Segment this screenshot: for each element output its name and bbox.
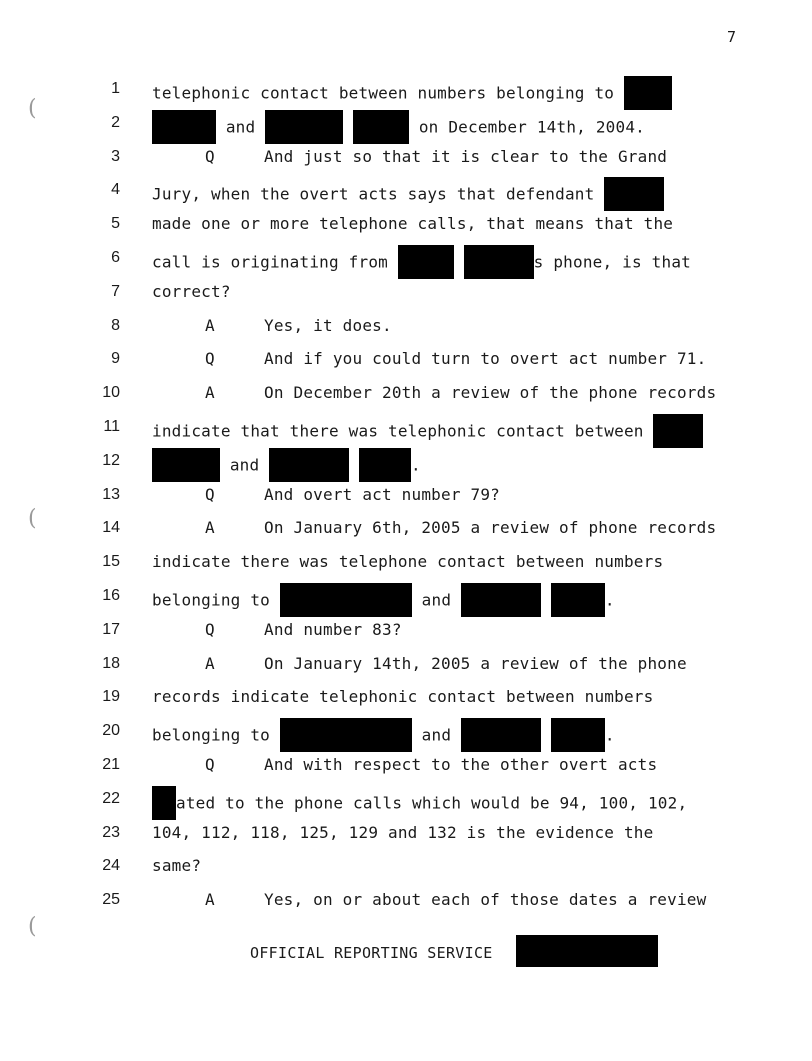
redaction-block xyxy=(269,448,349,482)
text-segment: ated to the phone calls which would be 94, 100, 102, xyxy=(176,793,688,813)
line-number: 21 xyxy=(102,756,120,773)
line-text xyxy=(152,212,673,236)
redaction-block xyxy=(624,76,672,110)
text-segment: . xyxy=(604,725,615,745)
redaction-block xyxy=(604,177,664,211)
line-text xyxy=(205,652,687,676)
transcript-line xyxy=(0,178,812,202)
text-segment: A On January 6th, 2005 a review of phone records xyxy=(205,518,717,538)
text-segment xyxy=(541,726,551,745)
line-number: 2 xyxy=(111,113,120,131)
redaction-block xyxy=(152,110,216,144)
redaction-block xyxy=(265,110,343,144)
line-number: 4 xyxy=(111,181,120,199)
line-text xyxy=(152,550,663,574)
line-text xyxy=(152,719,615,753)
line-number: 8 xyxy=(111,316,120,334)
text-segment xyxy=(454,253,464,272)
line-text xyxy=(152,787,687,821)
text-segment: Q And number 83? xyxy=(205,619,402,639)
text-segment: 104, 112, 118, 125, 129 and 132 is the evidence the xyxy=(152,822,654,842)
text-segment xyxy=(349,455,359,474)
line-number: 7 xyxy=(111,282,120,300)
line-text xyxy=(152,449,421,483)
line-text xyxy=(205,347,706,371)
line-number: 1 xyxy=(111,80,120,97)
line-text xyxy=(205,145,667,169)
transcript-line xyxy=(0,516,812,540)
text-segment: indicate there was telephone contact between numbers xyxy=(152,552,664,572)
footer-redaction xyxy=(516,935,658,967)
transcript-line xyxy=(0,685,812,709)
line-text xyxy=(205,618,402,642)
line-number: 22 xyxy=(102,789,120,807)
transcript-line xyxy=(0,483,812,507)
redaction-block xyxy=(280,583,412,617)
transcript-line xyxy=(0,212,812,236)
redaction-block xyxy=(359,448,411,482)
line-text xyxy=(152,584,615,618)
text-segment: made one or more telephone calls, that means that the xyxy=(152,214,674,234)
text-segment: belonging to xyxy=(152,725,280,745)
redaction-block xyxy=(353,110,409,144)
text-segment xyxy=(541,591,551,610)
line-text xyxy=(152,821,653,845)
redaction-block xyxy=(398,245,454,279)
transcript-line xyxy=(0,719,812,743)
transcript-line xyxy=(0,347,812,371)
line-text xyxy=(152,280,231,304)
line-number: 25 xyxy=(102,891,120,909)
text-segment xyxy=(343,117,353,136)
redaction-block xyxy=(461,718,541,752)
line-number: 23 xyxy=(102,823,120,841)
text-segment: indicate that there was telephonic contact between xyxy=(152,421,654,441)
text-segment: Q And overt act number 79? xyxy=(205,484,500,504)
line-number: 14 xyxy=(102,519,120,537)
line-text xyxy=(152,178,664,212)
text-segment: and xyxy=(216,117,266,137)
transcript-line xyxy=(0,888,812,912)
text-segment: records indicate telephonic contact between numbers xyxy=(152,687,654,707)
text-segment: belonging to xyxy=(152,590,280,610)
line-number: 5 xyxy=(111,215,120,233)
transcript-line xyxy=(0,753,812,777)
transcript-line xyxy=(0,415,812,439)
margin-mark: ( xyxy=(28,96,37,121)
line-text xyxy=(205,381,716,405)
text-segment: Q And with respect to the other overt acts xyxy=(205,755,658,774)
transcript-line xyxy=(0,584,812,608)
transcript-line xyxy=(0,618,812,642)
transcript-line xyxy=(0,77,812,101)
transcript-line xyxy=(0,111,812,135)
transcript-line xyxy=(0,854,812,878)
redaction-block xyxy=(152,448,220,482)
text-segment: call is originating from xyxy=(152,252,398,272)
redaction-block xyxy=(551,583,605,617)
transcript-line xyxy=(0,145,812,169)
line-number: 19 xyxy=(102,688,120,706)
line-number: 16 xyxy=(102,587,120,604)
line-text xyxy=(152,77,672,111)
line-number: 11 xyxy=(103,418,120,435)
text-segment: Q And if you could turn to overt act number 71. xyxy=(205,349,707,369)
transcript-line xyxy=(0,280,812,304)
line-text xyxy=(152,415,703,449)
line-number: 20 xyxy=(102,722,120,740)
text-segment: and xyxy=(411,725,461,745)
transcript-line xyxy=(0,314,812,338)
line-text xyxy=(205,483,500,507)
line-text xyxy=(152,685,653,709)
text-segment: A On December 20th a review of the phone records xyxy=(205,383,717,403)
redaction-block xyxy=(551,718,605,752)
text-segment: . xyxy=(604,590,615,610)
line-text xyxy=(152,111,645,145)
redaction-block xyxy=(152,786,176,820)
text-segment: telephonic contact between numbers belonging to xyxy=(152,83,624,103)
margin-mark: ( xyxy=(28,914,37,939)
line-number: 9 xyxy=(111,350,120,368)
line-number: 10 xyxy=(102,384,120,402)
line-text xyxy=(205,888,706,912)
line-number: 3 xyxy=(111,147,120,165)
text-segment: same? xyxy=(152,856,202,876)
line-number: 17 xyxy=(102,620,120,638)
line-number: 13 xyxy=(102,485,120,503)
text-segment: s phone, is that xyxy=(533,252,691,272)
line-text xyxy=(152,246,691,280)
text-segment: A Yes, it does. xyxy=(205,315,392,335)
text-segment: . xyxy=(411,455,421,475)
redaction-block xyxy=(280,718,412,752)
page-number: 7 xyxy=(726,28,736,46)
text-segment: and xyxy=(220,455,270,475)
transcript-line xyxy=(0,381,812,405)
transcript-line xyxy=(0,821,812,845)
line-text xyxy=(205,516,716,540)
transcript-line xyxy=(0,246,812,270)
transcript-line xyxy=(0,652,812,676)
line-text xyxy=(152,854,201,878)
transcript-line xyxy=(0,449,812,473)
text-segment: Jury, when the overt acts says that defendant xyxy=(152,184,605,204)
line-number: 15 xyxy=(102,553,120,571)
text-segment: Q And just so that it is clear to the Grand xyxy=(205,146,668,166)
line-number: 18 xyxy=(102,654,120,672)
text-segment: correct? xyxy=(152,281,231,301)
text-segment: and xyxy=(411,590,461,610)
line-number: 6 xyxy=(111,249,120,266)
line-number: 24 xyxy=(102,857,120,875)
redaction-block xyxy=(461,583,541,617)
text-segment: on December 14th, 2004. xyxy=(409,117,646,137)
line-text xyxy=(205,753,657,777)
text-segment: A On January 14th, 2005 a review of the phone xyxy=(205,653,687,673)
footer-text: OFFICIAL REPORTING SERVICE xyxy=(250,944,493,962)
transcript-line xyxy=(0,550,812,574)
line-number: 12 xyxy=(102,451,120,469)
text-segment: A Yes, on or about each of those dates a review xyxy=(205,890,707,910)
line-text xyxy=(205,314,392,338)
margin-mark: ( xyxy=(28,506,37,531)
redaction-block xyxy=(653,414,703,448)
transcript-line xyxy=(0,787,812,811)
redaction-block xyxy=(464,245,534,279)
